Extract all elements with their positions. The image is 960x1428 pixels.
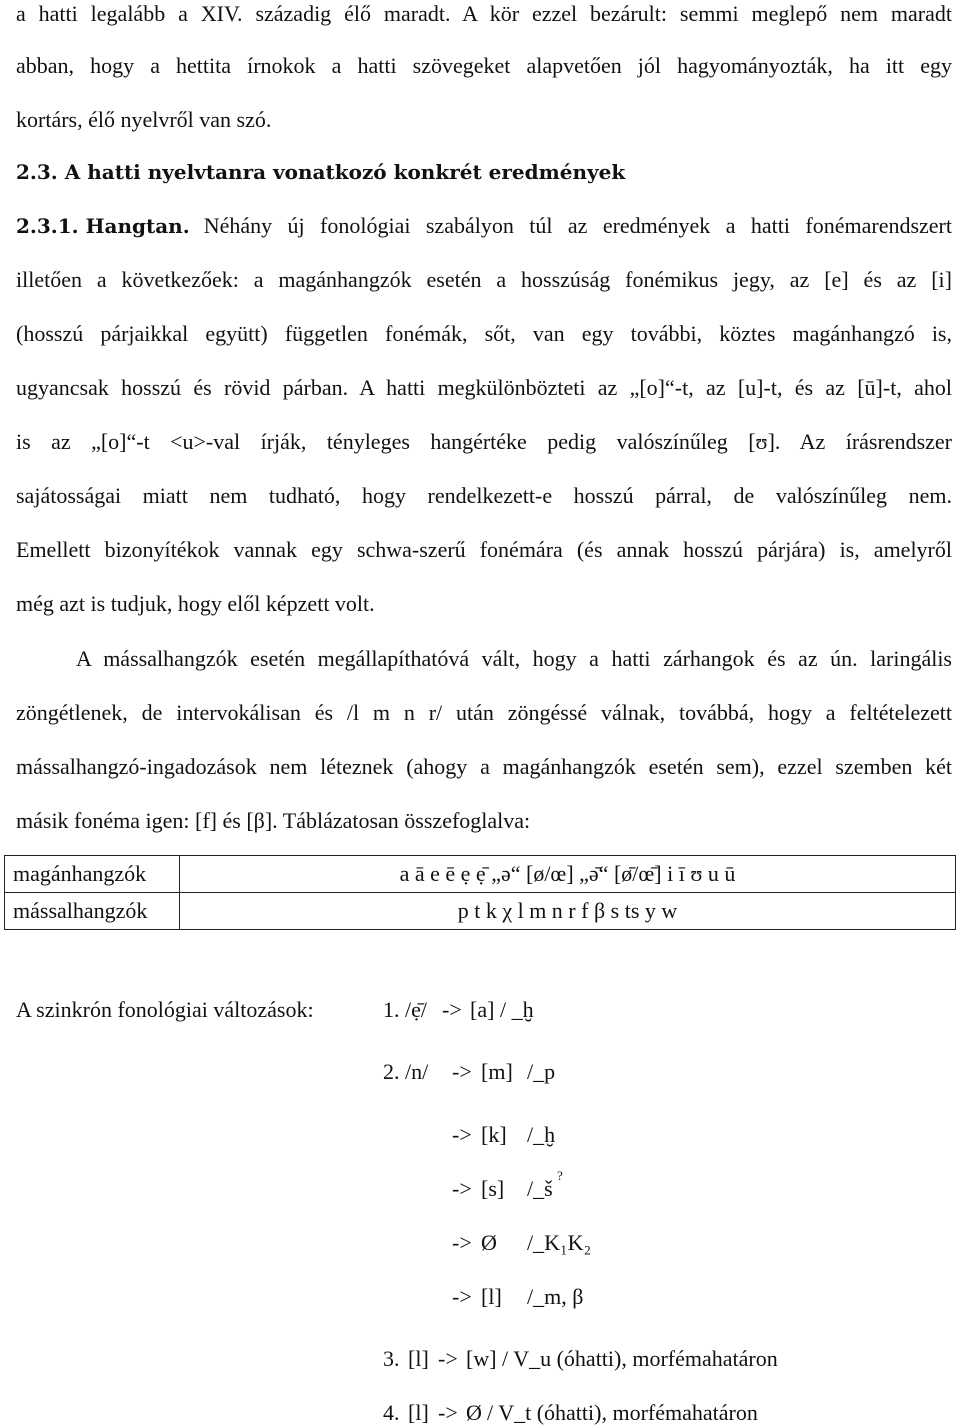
table-row-label: mássalhangzók <box>5 893 180 930</box>
para1-first-line <box>16 212 952 240</box>
rule-number: 3. <box>383 1346 400 1371</box>
rule-arrow: -> <box>452 1230 472 1255</box>
paragraph-line: sajátosságai miatt nem tudható, hogy rendelkezett-e hosszú párral, de valószínűleg nem. <box>16 483 952 508</box>
table-row-value: p t k χ l m n r f β s ts y w <box>180 893 956 930</box>
rule-environment: /_ḫ <box>527 1122 556 1147</box>
rule-environment: /_m, β <box>527 1284 584 1309</box>
rule-arrow: -> <box>452 1059 472 1084</box>
rule-environment: /_š <box>527 1176 553 1201</box>
paragraph-line: (hosszú párjaikkal együtt) független fonémák, sőt, van egy további, köztes magánhangzó is, <box>16 321 952 346</box>
rule-arrow: -> <box>438 1400 458 1425</box>
rule-arrow: -> <box>452 1284 472 1309</box>
rule-output: [k] <box>481 1122 507 1147</box>
rule-output: [a] <box>470 997 495 1022</box>
rule-environment: / V_t (óhatti), morfémahatáron <box>487 1400 758 1425</box>
paragraph-line: zöngétlenek, de intervokálisan és /l m n r/ után zöngéssé válnak, továbbá, hogy a feltételezett <box>16 700 952 725</box>
rule-output: [w] <box>466 1346 497 1371</box>
table-row-value: a ā e ē ẹ ẹ̄ „ə“ [ø/œ] „ə̄“ [ø̄/œ̄] i ī ʊ u ū <box>180 856 956 893</box>
rule-arrow: -> <box>452 1122 472 1147</box>
paragraph-line: ugyancsak hosszú és rövid párban. A hatti megkülönbözteti az „[o]“-t, az [u]-t, és az [ū]-t, ahol <box>16 375 952 400</box>
rule-input: [l] <box>408 1400 429 1425</box>
rule-arrow: -> <box>442 997 462 1022</box>
table-row <box>5 856 956 893</box>
paragraph-line: Néhány új fonológiai szabályon túl az eredmények a hatti fonémarendszert <box>203 213 952 238</box>
paragraph-line: is az „[o]“-t <u>-val írják, tényleges hangértéke pedig valószínűleg [ʊ]. Az írásrendszer <box>16 429 952 454</box>
paragraph-line: Emellett bizonyítékok vannak egy schwa-szerű fonémára (és annak hosszú párjára) is, amelyről <box>16 537 952 562</box>
table-row <box>5 893 956 930</box>
paragraph-line: mássalhangzó-ingadozások nem léteznek (ahogy a magánhangzók esetén sem), ezzel szemben két <box>16 754 952 779</box>
intro-line: a hatti legalább a XIV. századig élő maradt. A kör ezzel bezárult: semmi meglepő nem maradt <box>16 1 952 26</box>
subsection-heading: 2.3.1. Hangtan. <box>16 214 190 238</box>
paragraph-line: A mássalhangzók esetén megállapíthatóvá vált, hogy a hatti zárhangok és az ún. laringális <box>76 646 952 671</box>
rule-output: [m] <box>481 1059 513 1084</box>
rule-arrow: -> <box>452 1176 472 1201</box>
paragraph-line: másik fonéma igen: [f] és [β]. Táblázatosan összefoglalva: <box>16 808 531 833</box>
rule-number: 4. <box>383 1400 400 1425</box>
rule-number: 2. <box>383 1059 400 1084</box>
paragraph-line: illetően a következőek: a magánhangzók esetén a hosszúság fonémikus jegy, az [e] és az [i] <box>16 267 952 292</box>
rule-environment: /_K₁K₂ <box>527 1230 592 1255</box>
intro-line: kortárs, élő nyelvről van szó. <box>16 107 272 132</box>
rule-input: /n/ <box>405 1059 429 1084</box>
rule-input: /ẹ̄/ <box>405 997 427 1022</box>
rule-environment: / _ḫ <box>500 997 534 1022</box>
rule-environment: / V_u (óhatti), morfémahatáron <box>502 1346 778 1371</box>
rule-output: [l] <box>481 1284 502 1309</box>
table-row-label: magánhangzók <box>5 856 180 893</box>
rule-environment: /_p <box>527 1059 556 1084</box>
rule-arrow: -> <box>438 1346 458 1371</box>
rule-environment-superscript: ? <box>557 1168 563 1183</box>
section-heading: 2.3. A hatti nyelvtanra vonatkozó konkrét eredmények <box>16 160 626 184</box>
rule-output: Ø <box>481 1230 497 1255</box>
rule-input: [l] <box>408 1346 429 1371</box>
changes-label: A szinkrón fonológiai változások: <box>16 997 314 1022</box>
rule-output: [s] <box>481 1176 505 1201</box>
rule-output: Ø <box>466 1400 482 1425</box>
intro-line: abban, hogy a hettita írnokok a hatti szövegeket alapvetően jól hagyományozták, ha itt egy <box>16 53 952 78</box>
paragraph-line: még azt is tudjuk, hogy elől képzett volt. <box>16 591 375 616</box>
rule-number: 1. <box>383 997 400 1022</box>
phoneme-table <box>4 855 956 930</box>
